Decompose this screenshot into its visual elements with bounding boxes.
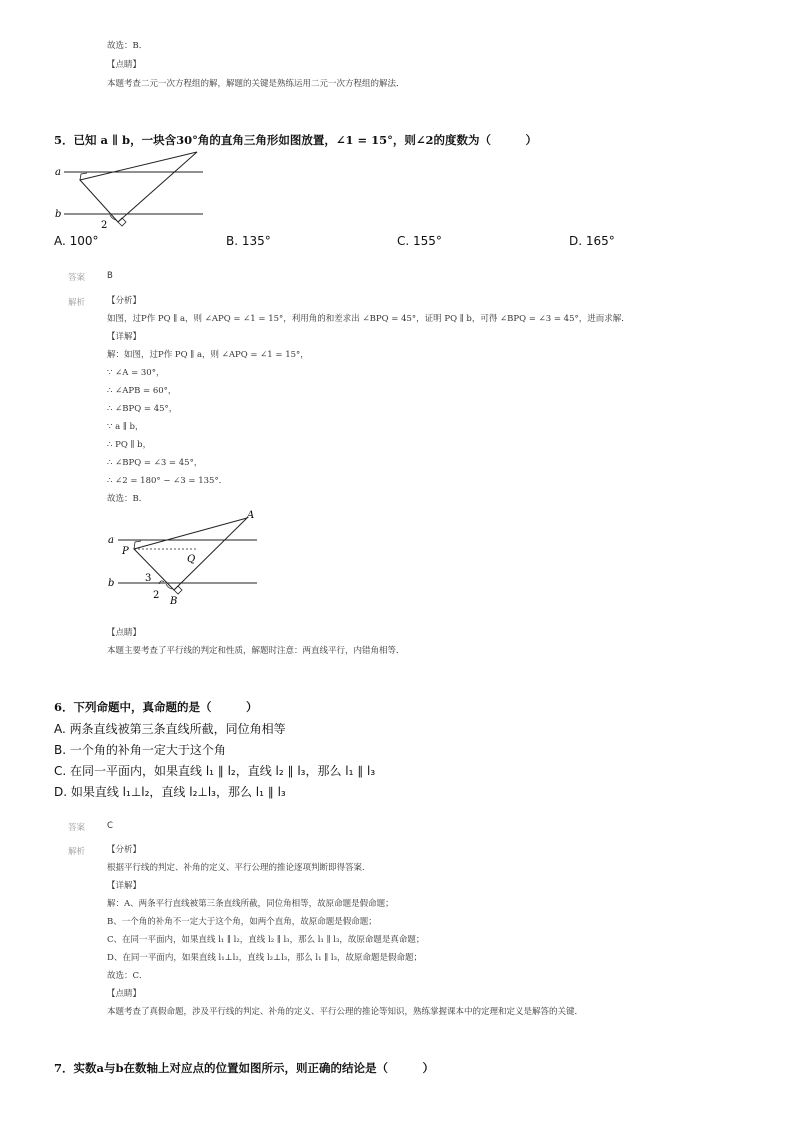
q6-option-c: C. 在同一平面内，如果直线 l₁ ∥ l₂，直线 l₂ ∥ l₃，那么 l₁ ∥ l₃ bbox=[54, 764, 376, 778]
q5-option-c: C. 155° bbox=[397, 234, 442, 248]
q6-line: 解：A、两条平行直线被第三条直线所截，同位角相等，故原命题是假命题； bbox=[107, 899, 394, 909]
q6-line: 故选：C． bbox=[107, 971, 148, 981]
q5-option-a: A. 100° bbox=[54, 234, 99, 248]
q5-sol-label-3: 3 bbox=[145, 573, 152, 584]
q5-line: 【分析】 bbox=[107, 296, 142, 306]
q6-line: D、在同一平面内，如果直线 l₁⊥l₂，直线 l₂⊥l₃，那么 l₁ ∥ l₃，故原命题是假命题； bbox=[107, 953, 422, 963]
q5-sol-label-Q: Q bbox=[187, 554, 196, 565]
q6-option-a: A. 两条直线被第三条直线所截，同位角相等 bbox=[54, 722, 286, 736]
q5-tip-label: 【点睛】 bbox=[107, 628, 142, 638]
q5-line: 【详解】 bbox=[107, 332, 142, 342]
q5-sol-label-A: A bbox=[247, 510, 255, 521]
q6-line: 本题考查了真假命题，涉及平行线的判定、补角的定义、平行公理的推论等知识，熟练掌握课本中的定理和定义是解答的关键． bbox=[107, 1007, 584, 1017]
q6-option-b: B. 一个角的补角一定大于这个角 bbox=[54, 743, 226, 757]
q5-fig-label-b: b bbox=[55, 209, 62, 220]
q5-sol-label-B: B bbox=[170, 596, 178, 607]
q5-line: ∴ PQ ∥ b， bbox=[107, 440, 152, 450]
q5-line: 解：如图，过P作 PQ ∥ a，则 ∠APQ = ∠1 = 15°， bbox=[107, 350, 309, 360]
q6-analysis-label: 解析 bbox=[68, 847, 86, 857]
q5-tip: 本题主要考查了平行线的判定和性质，解题时注意：两直线平行，内错角相等． bbox=[107, 646, 405, 656]
q5-line: ∴ ∠BPQ = ∠3 = 45°， bbox=[107, 458, 203, 468]
q5-fig-label-2: 2 bbox=[101, 220, 108, 228]
top-line-choice: 故选：B． bbox=[107, 41, 148, 51]
q5-line: ∵ a ∥ b， bbox=[107, 422, 144, 432]
q5-answer: B bbox=[107, 271, 113, 281]
q5-stem: 5．已知 a ∥ b，一块含30°角的直角三角形如图放置，∠1 = 15°，则∠2的度数为（ ） bbox=[54, 133, 538, 147]
q6-stem: 6．下列命题中，真命题的是（ ） bbox=[54, 700, 258, 714]
q5-sol-label-2: 2 bbox=[153, 590, 160, 601]
q5-option-d: D. 165° bbox=[569, 234, 615, 248]
q5-answer-label: 答案 bbox=[68, 273, 86, 283]
q5-sol-label-b: b bbox=[108, 578, 115, 589]
top-line-tip-label: 【点睛】 bbox=[107, 60, 142, 70]
q6-answer: C bbox=[107, 821, 113, 831]
q5-figure bbox=[50, 148, 220, 228]
q5-analysis-label: 解析 bbox=[68, 298, 86, 308]
q6-option-d: D. 如果直线 l₁⊥l₂，直线 l₂⊥l₃，那么 l₁ ∥ l₃ bbox=[54, 785, 286, 799]
q5-line: ∴ ∠2 = 180° − ∠3 = 135°． bbox=[107, 476, 228, 486]
q5-line: ∴ ∠BPQ = 45°， bbox=[107, 404, 178, 414]
q5-sol-label-P: P bbox=[122, 546, 129, 557]
q5-line: 如图，过P作 PQ ∥ a，则 ∠APQ = ∠1 = 15°，利用角的和差求出 ∠BPQ = 45°，证明 PQ ∥ b，可得 ∠BPQ = ∠3 = 45°，进而求解． bbox=[107, 314, 630, 324]
q5-option-b: B. 135° bbox=[226, 234, 271, 248]
q5-solution-figure bbox=[104, 506, 264, 608]
q6-line: 根据平行线的判定、补角的定义、平行公理的推论逐项判断即得答案． bbox=[107, 863, 371, 873]
q6-answer-label: 答案 bbox=[68, 823, 86, 833]
q5-line: ∴ ∠APB = 60°， bbox=[107, 386, 177, 396]
q7-stem: 7．实数a与b在数轴上对应点的位置如图所示，则正确的结论是（ ） bbox=[54, 1061, 434, 1075]
q5-line: 故选：B． bbox=[107, 494, 148, 504]
q6-line: 【详解】 bbox=[107, 881, 142, 891]
top-line-tip: 本题考查二元一次方程组的解，解题的关键是熟练运用二元一次方程组的解法． bbox=[107, 79, 405, 89]
q6-line: 【点睛】 bbox=[107, 989, 142, 999]
q6-line: 【分析】 bbox=[107, 845, 142, 855]
q5-fig-label-a: a bbox=[55, 167, 61, 178]
q6-line: C、在同一平面内，如果直线 l₁ ∥ l₂，直线 l₂ ∥ l₃，那么 l₁ ∥ l₃，故原命题是真命题； bbox=[107, 935, 425, 945]
q5-sol-label-a: a bbox=[108, 535, 114, 546]
q6-line: B、一个角的补角不一定大于这个角，如两个直角，故原命题是假命题； bbox=[107, 917, 377, 927]
q5-line: ∵ ∠A = 30°， bbox=[107, 368, 165, 378]
